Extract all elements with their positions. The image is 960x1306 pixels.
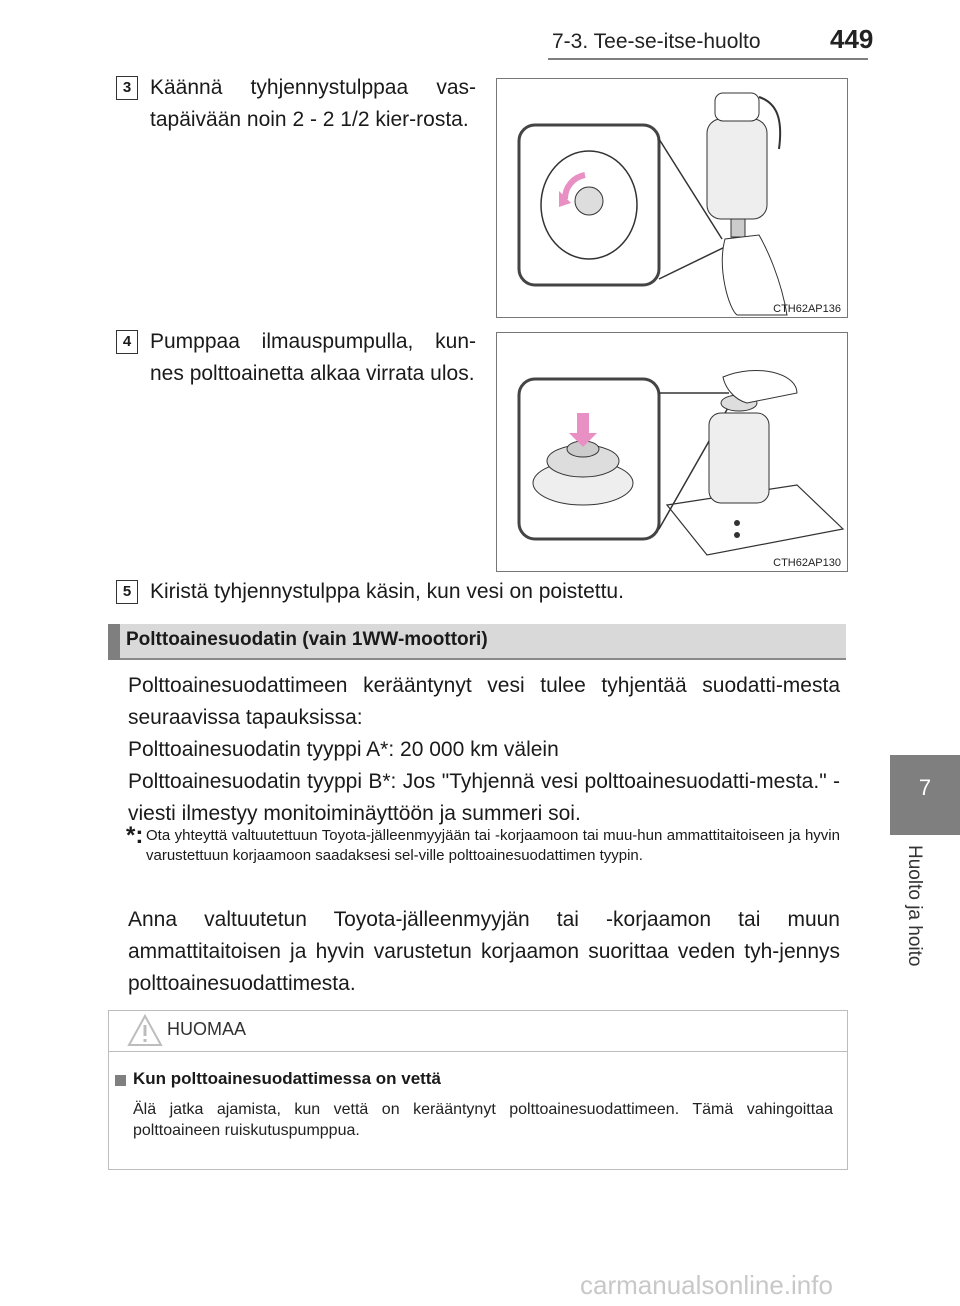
header-rule <box>548 58 868 60</box>
paragraph: Polttoainesuodatin tyyppi A*: 20 000 km välein <box>128 738 559 761</box>
page-number: 449 <box>830 24 874 54</box>
notice-subtitle: Kun polttoainesuodattimessa on vettä <box>133 1069 441 1088</box>
paragraph: Anna valtuutetun Toyota-jälleenmyyjän tai -korjaamon tai muun ammattitaitoisen ja hyvin varustetun korjaamon suorittaa veden tyh-jennys polttoainesuodattimesta. <box>128 908 840 995</box>
chapter-label: Huolto ja hoito <box>904 845 925 967</box>
step-text: Pumppaa ilmauspumpulla, kun-nes polttoainetta alkaa virrata ulos. <box>150 330 476 385</box>
step-text: Käännä tyhjennystulppaa vas-tapäivään noin 2 - 2 1/2 kier-rosta. <box>150 76 476 131</box>
heading-bar <box>108 624 120 660</box>
section-heading <box>108 624 846 660</box>
watermark: carmanualsonline.info <box>580 1270 833 1300</box>
figure-code: CTH62AP130 <box>773 557 841 569</box>
notice-body: Älä jatka ajamista, kun vettä on kerääntynyt polttoainesuodattimeen. Tämä vahingoittaa polttoaineen ruiskutuspumppua. <box>133 1101 833 1139</box>
section-title: 7-3. Tee-se-itse-huolto <box>552 30 761 53</box>
step-text: Kiristä tyhjennystulppa käsin, kun vesi on poistettu. <box>150 580 624 603</box>
step-number: 5 <box>116 580 138 604</box>
notice-title: HUOMAA <box>167 1019 247 1039</box>
step-number: 3 <box>116 76 138 100</box>
bullet-square-icon <box>115 1075 126 1086</box>
figure-code: CTH62AP136 <box>773 303 841 315</box>
figure-drain-plug <box>496 78 848 318</box>
section-heading-text: Polttoainesuodatin (vain 1WW-moottori) <box>126 629 488 650</box>
figure-priming-pump <box>496 332 848 572</box>
notice-box <box>108 1010 848 1170</box>
page-header <box>0 0 960 60</box>
chapter-number: 7 <box>918 775 932 800</box>
warning-icon <box>127 1013 163 1047</box>
footnote-mark: *: <box>126 822 144 849</box>
chapter-tab[interactable] <box>890 755 960 835</box>
step-number: 4 <box>116 330 138 354</box>
paragraph: Polttoainesuodattimeen kerääntynyt vesi tulee tyhjentää suodatti-mesta seuraavissa tapauksissa: <box>128 674 840 729</box>
notice-header <box>109 1011 847 1052</box>
footnote: Ota yhteyttä valtuutettuun Toyota-jälleenmyyjään tai -korjaamoon tai muu-hun ammattitaitoiseen ja hyvin varustettuun korjaamoon saadaksesi sel-ville polttoainesuodattimen tyypin. <box>146 827 840 864</box>
paragraph: Polttoainesuodatin tyyppi B*: Jos "Tyhjennä vesi polttoainesuodatti-mesta." -viesti ilmestyy monitoiminäyttöön ja summeri soi. <box>128 770 840 825</box>
